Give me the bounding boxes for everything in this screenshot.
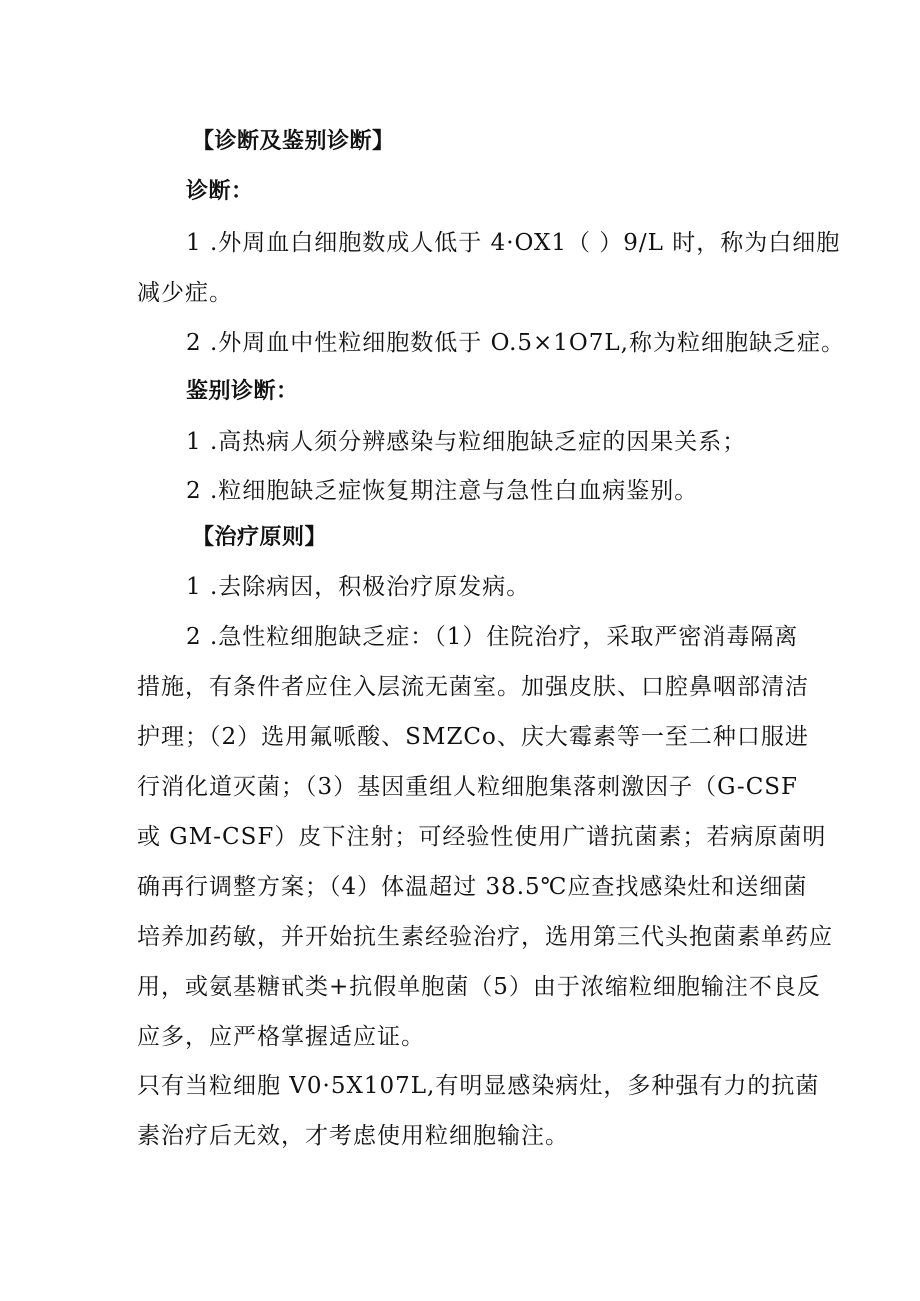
treatment-item-2-line-4: 行消化道灭菌；（3）基因重组人粒细胞集落刺激因子（G-CSF bbox=[137, 774, 799, 800]
final-paragraph-line-1: 只有当粒细胞 V0·5X107L,有明显感染病灶，多种强有力的抗菌 bbox=[137, 1073, 820, 1099]
differential-item-2: 2 .粒细胞缺乏症恢复期注意与急性白血病鉴别。 bbox=[186, 478, 699, 504]
section-heading-treatment: 【治疗原则】 bbox=[192, 525, 328, 550]
diagnosis-item-1-line-1: 1 .外周血白细胞数成人低于 4·OX1（ ）9/L 时，称为白细胞 bbox=[186, 230, 841, 256]
diagnosis-item-2: 2 .外周血中性粒细胞数低于 O.5×1O7L,称为粒细胞缺乏症。 bbox=[186, 330, 845, 356]
final-paragraph-line-2: 素治疗后无效，才考虑使用粒细胞输注。 bbox=[137, 1123, 569, 1149]
treatment-item-2-line-3: 护理；（2）选用氟哌酸、SMZCo、庆大霉素等一至二种口服进 bbox=[137, 724, 809, 750]
treatment-item-2-line-6: 确再行调整方案；（4）体温超过 38.5℃应查找感染灶和送细菌 bbox=[137, 874, 808, 900]
differential-label: 鉴别诊断： bbox=[186, 379, 299, 404]
treatment-item-1: 1 .去除病因，积极治疗原发病。 bbox=[186, 574, 531, 600]
diagnosis-label: 诊断： bbox=[186, 179, 254, 204]
treatment-item-2-line-7: 培养加药敏，并开始抗生素经验治疗，选用第三代头抱菌素单药应 bbox=[137, 924, 833, 950]
diagnosis-item-1-line-2: 减少症。 bbox=[137, 280, 233, 306]
treatment-item-2-line-1: 2 .急性粒细胞缺乏症：（1）住院治疗，采取严密消毒隔离 bbox=[186, 624, 799, 650]
treatment-item-2-line-5: 或 GM-CSF）皮下注射；可经验性使用广谱抗菌素；若病原菌明 bbox=[137, 824, 827, 850]
differential-item-1: 1 .高热病人须分辨感染与粒细胞缺乏症的因果关系； bbox=[186, 429, 747, 455]
section-heading-diagnosis: 【诊断及鉴别诊断】 bbox=[192, 129, 395, 154]
treatment-item-2-line-2: 措施，有条件者应住入层流无菌室。加强皮肤、口腔鼻咽部清洁 bbox=[137, 674, 809, 700]
treatment-item-2-line-9: 应多，应严格掌握适应证。 bbox=[137, 1024, 425, 1050]
treatment-item-2-line-8: 用，或氨基糖甙类+抗假单胞菌（5）由于浓缩粒细胞输注不良反 bbox=[137, 974, 821, 1000]
